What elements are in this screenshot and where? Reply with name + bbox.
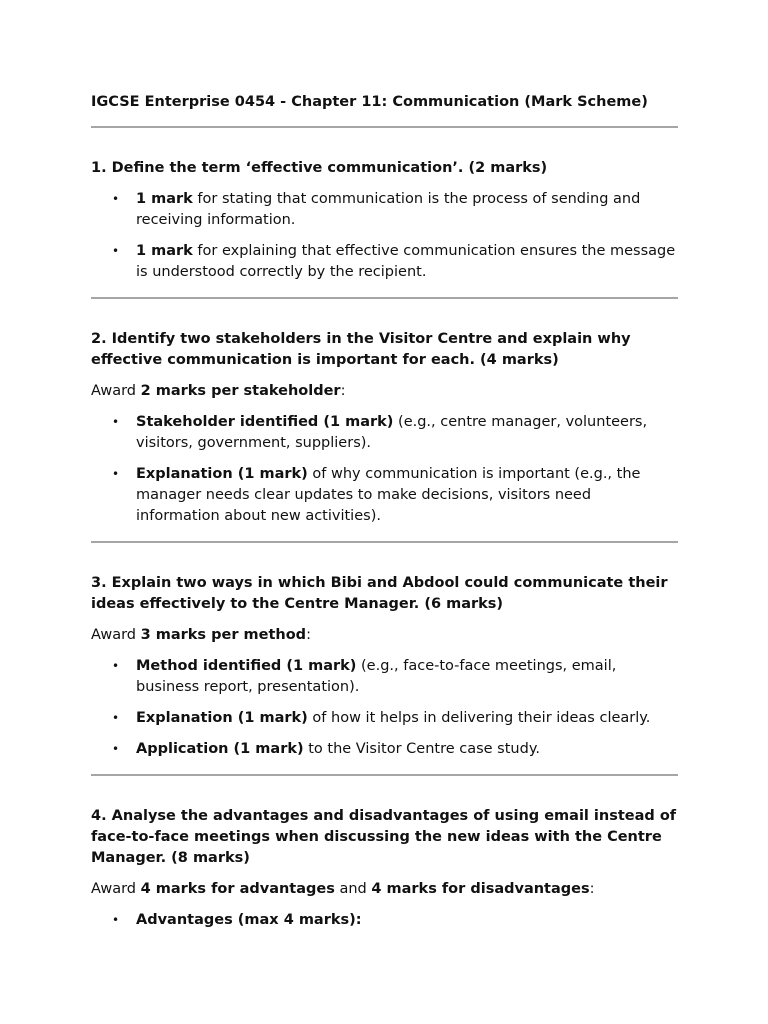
mark-item-bold: 1 mark xyxy=(136,243,193,259)
mark-item-text: for stating that communication is the process of sending and receiving information. xyxy=(136,191,641,228)
award-line xyxy=(91,879,678,900)
mark-item xyxy=(112,708,678,729)
bullet-icon: • xyxy=(112,244,120,258)
mark-item xyxy=(112,412,678,454)
mark-item xyxy=(112,464,678,527)
mark-item xyxy=(112,656,678,698)
award-line xyxy=(91,381,678,402)
mark-item-bold: Advantages (max 4 marks): xyxy=(136,912,362,928)
award-bold: 3 marks per method xyxy=(140,627,307,643)
question-title: 1. Define the term ‘effective communication’. (2 marks) xyxy=(91,160,548,176)
bullet-icon: • xyxy=(112,467,120,481)
divider xyxy=(91,541,678,543)
bullet-icon: • xyxy=(112,192,120,206)
divider xyxy=(91,774,678,776)
mark-item-bold: Stakeholder identified (1 mark) xyxy=(136,414,394,430)
question-title: 4. Analyse the advantages and disadvantages of using email instead of face-to-face meetings when discussing the new ideas with the Centre Manager. (8 marks) xyxy=(91,808,677,866)
mark-item-bold: 1 mark xyxy=(136,191,193,207)
award-mid: and xyxy=(334,881,372,897)
mark-item-text: for explaining that effective communication ensures the message is understood correctly by the recipient. xyxy=(136,243,676,280)
question-title: 2. Identify two stakeholders in the Visitor Centre and explain why effective communication is important for each. (4 marks) xyxy=(91,331,631,368)
bullet-icon: • xyxy=(112,415,120,429)
mark-item-bold: Explanation (1 mark) xyxy=(136,466,308,482)
mark-list xyxy=(91,412,678,527)
mark-item-text: of why communication is important (e.g., the manager needs clear updates to make decisions, visitors need information about new activities). xyxy=(136,466,641,524)
bullet-icon: • xyxy=(112,913,120,927)
mark-item xyxy=(112,189,678,231)
award-line xyxy=(91,625,678,646)
award-bold: 4 marks for advantages xyxy=(140,881,335,897)
divider xyxy=(91,297,678,299)
question-2 xyxy=(91,329,678,527)
award-bold-2: 4 marks for disadvantages xyxy=(371,881,590,897)
mark-item-text: of how it helps in delivering their ideas clearly. xyxy=(307,710,651,726)
award-post: : xyxy=(340,383,346,399)
mark-item xyxy=(112,241,678,283)
award-post: : xyxy=(589,881,595,897)
question-title: 3. Explain two ways in which Bibi and Abdool could communicate their ideas effectively to the Centre Manager. (6 marks) xyxy=(91,575,668,612)
document-title: IGCSE Enterprise 0454 - Chapter 11: Communication (Mark Scheme) xyxy=(91,94,648,110)
bullet-icon: • xyxy=(112,659,120,673)
mark-item xyxy=(112,739,678,760)
bullet-icon: • xyxy=(112,742,120,756)
award-post: : xyxy=(306,627,311,643)
mark-item xyxy=(112,910,678,931)
question-1 xyxy=(91,158,678,283)
divider xyxy=(91,126,678,128)
award-bold: 2 marks per stakeholder xyxy=(140,383,341,399)
mark-item-text: (e.g., face-to-face meetings, email, business report, presentation). xyxy=(136,658,617,695)
mark-list xyxy=(91,189,678,283)
award-pre: Award xyxy=(91,627,141,643)
mark-list xyxy=(91,910,678,931)
question-4 xyxy=(91,806,678,931)
mark-list xyxy=(91,656,678,760)
bullet-icon: • xyxy=(112,711,120,725)
award-pre: Award xyxy=(91,383,141,399)
question-3 xyxy=(91,573,678,760)
mark-item-bold: Method identified (1 mark) xyxy=(136,658,357,674)
mark-item-text: (e.g., centre manager, volunteers, visitors, government, suppliers). xyxy=(136,414,648,451)
award-pre: Award xyxy=(91,881,141,897)
mark-item-text: to the Visitor Centre case study. xyxy=(303,741,540,757)
mark-item-bold: Explanation (1 mark) xyxy=(136,710,308,726)
mark-item-bold: Application (1 mark) xyxy=(136,741,304,757)
